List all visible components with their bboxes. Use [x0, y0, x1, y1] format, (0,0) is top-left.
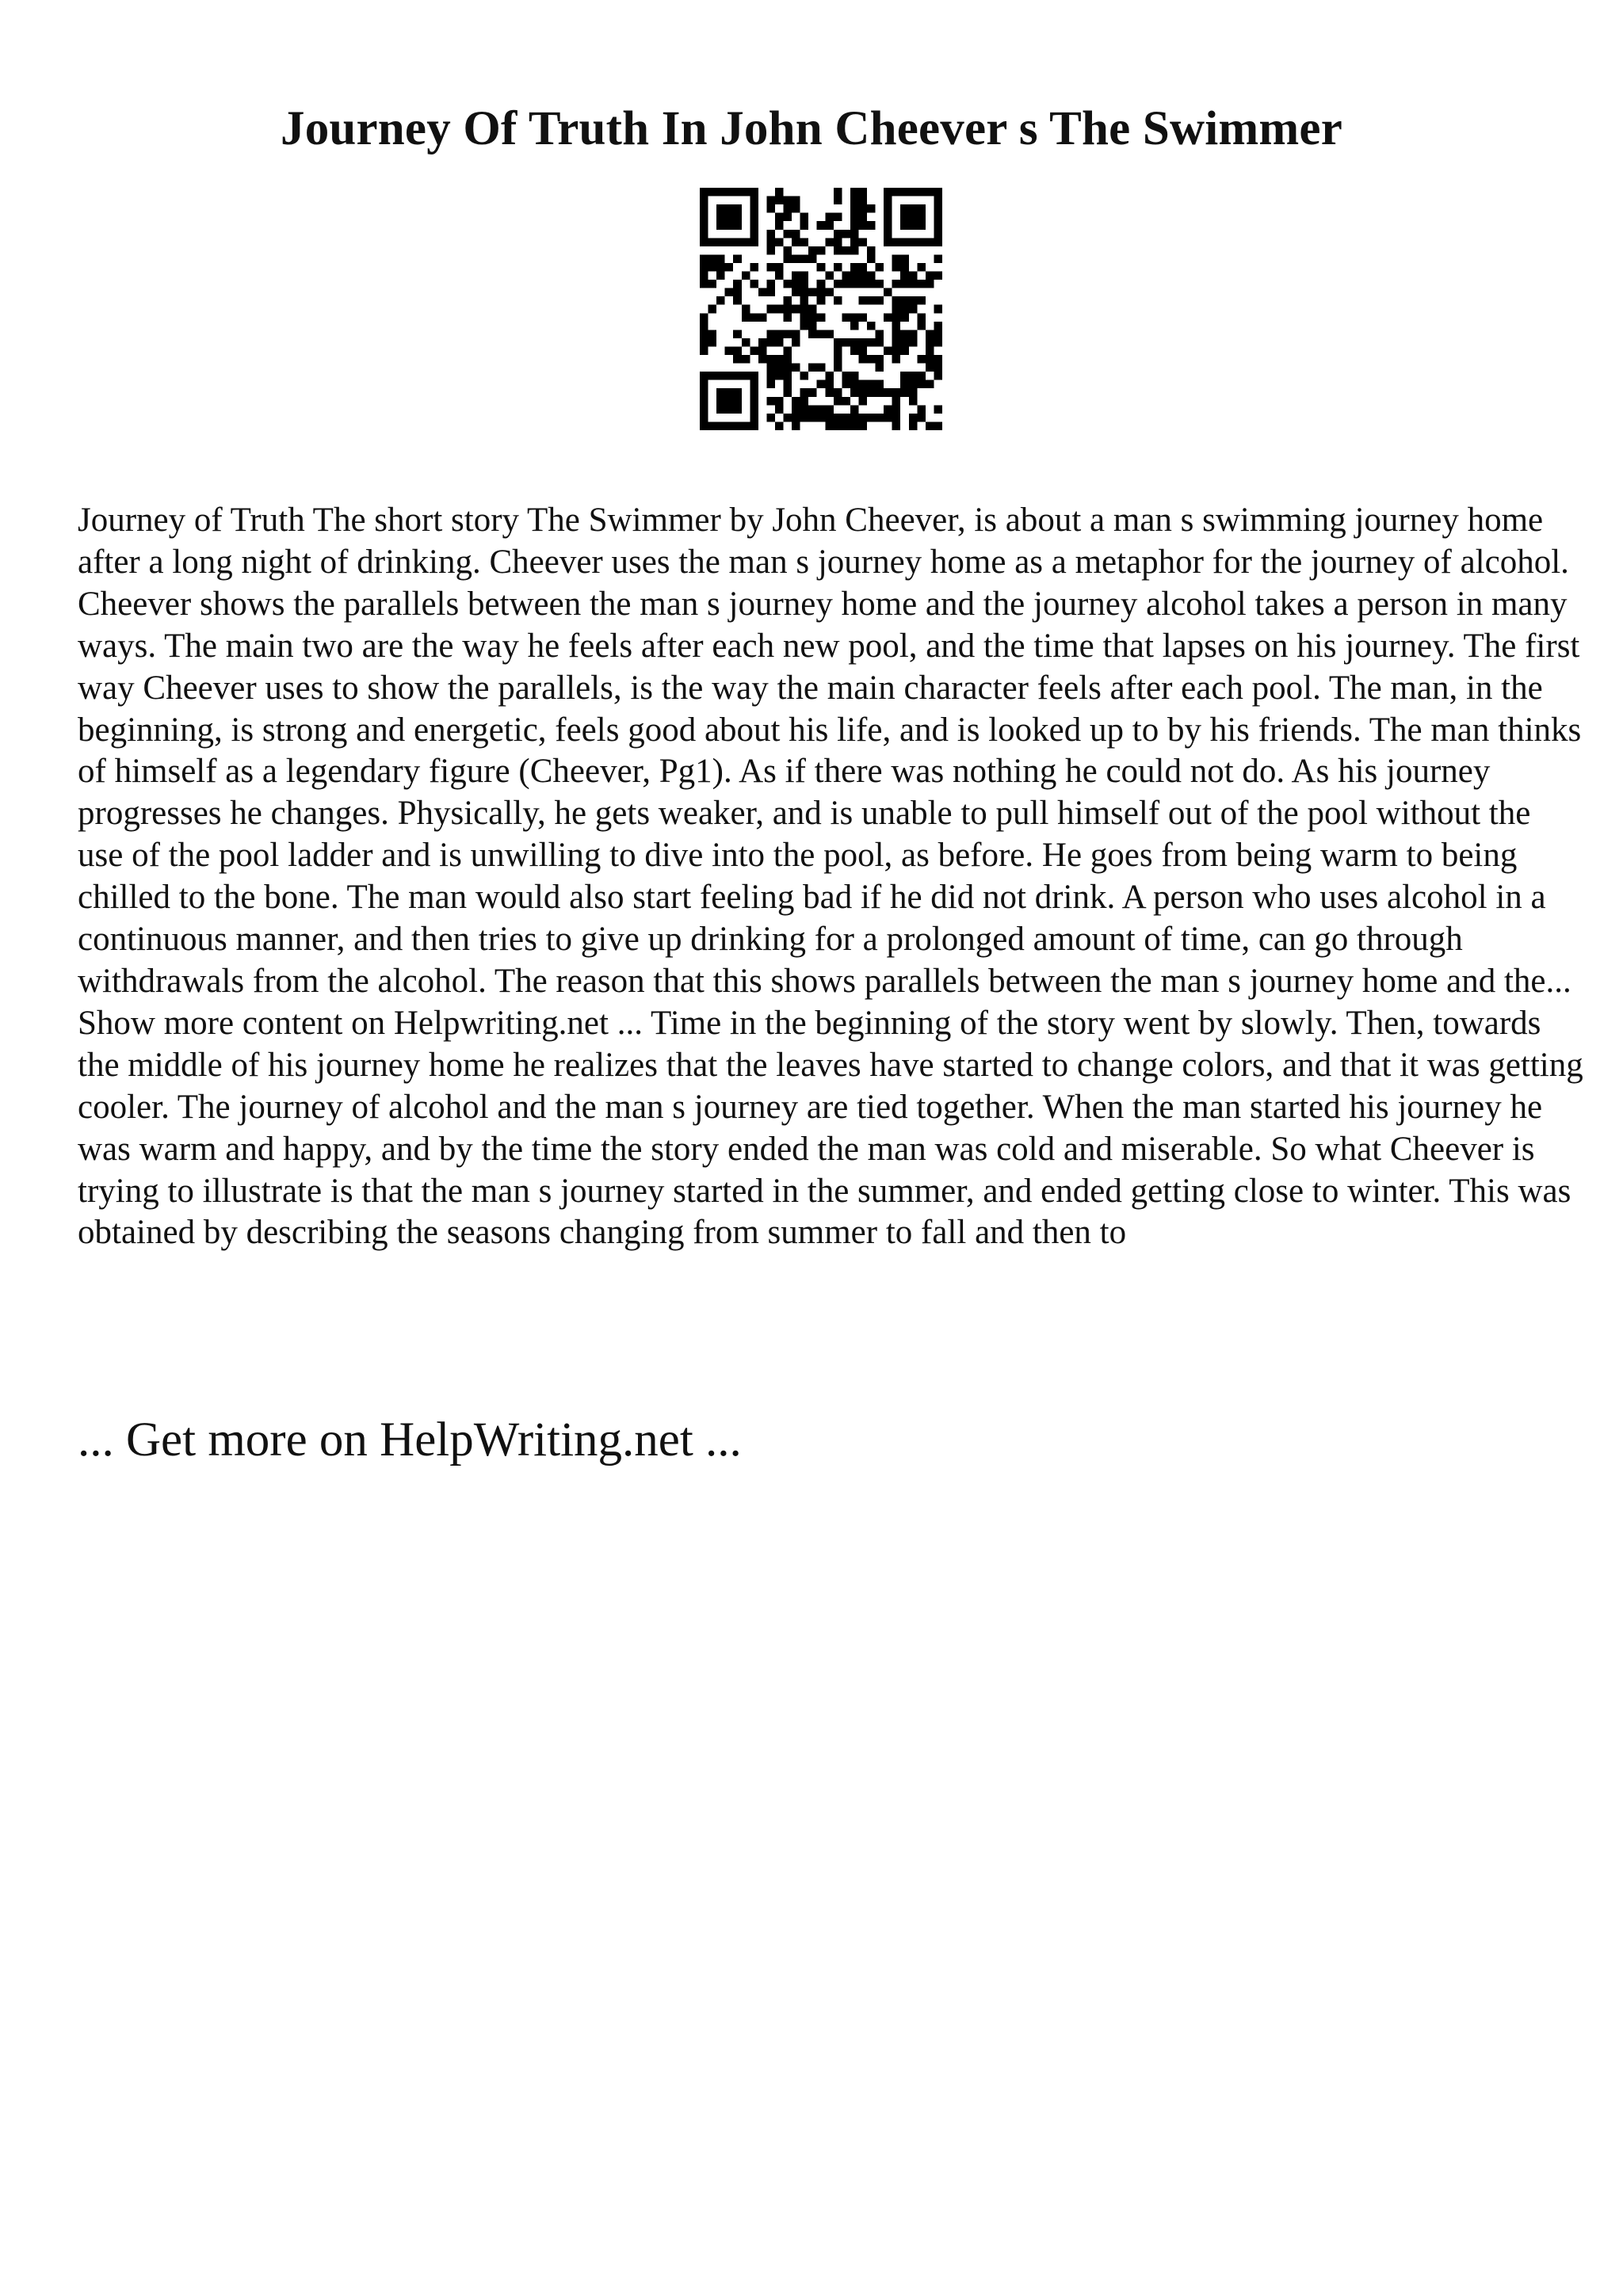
get-more-link[interactable]: ... Get more on HelpWriting.net ...: [78, 1413, 742, 1466]
body-text: Journey of Truth The short story The Swimmer by John Cheever, is about a man s swimming journey home after a long night of drinking. Cheever uses the man s journey home as a metaphor for the journey of alcohol. Cheever shows the parallels between the man s journey home and the journey alcohol takes a person in many ways. The main two are the way he feels after each new pool, and the time that lapses on his journey. The first way Cheever uses to show the parallels, is the way the main character feels after each pool. The man, in the beginning, is strong and energetic, feels good about his life, and is looked up to by his friends. The man thinks of himself as a legendary figure (Cheever, Pg1). As if there was nothing he could not do. As his journey progresses he changes. Physically, he gets weaker, and is unable to pull himself out of the pool without the use of the pool ladder and is unwilling to dive into the pool, as before. He goes from being warm to being chilled to the bone. The man would also start feeling bad if he did not drink. A person who uses alcohol in a continuous manner, and then tries to give up drinking for a prolonged amount of time, can go through withdrawals from the alcohol. The reason that this shows parallels between the man s journey home and the... Show more content on Helpwriting.net ... Time in the beginning of the story went by slowly. Then, towards the middle of his journey home he realizes that the leaves have started to change colors, and that it was getting cooler. The journey of alcohol and the man s journey are tied together. When the man started his journey he was warm and happy, and by the time the story ended the man was cold and miserable. So what Cheever is trying to illustrate is that the man s journey started in the summer, and ended getting close to winter. This was obtained by describing the seasons changing from summer to fall and then to: [78, 502, 1583, 1252]
qr-code-icon: [700, 188, 942, 430]
page-title: Journey Of Truth In John Cheever s The Swimmer: [281, 102, 1342, 155]
